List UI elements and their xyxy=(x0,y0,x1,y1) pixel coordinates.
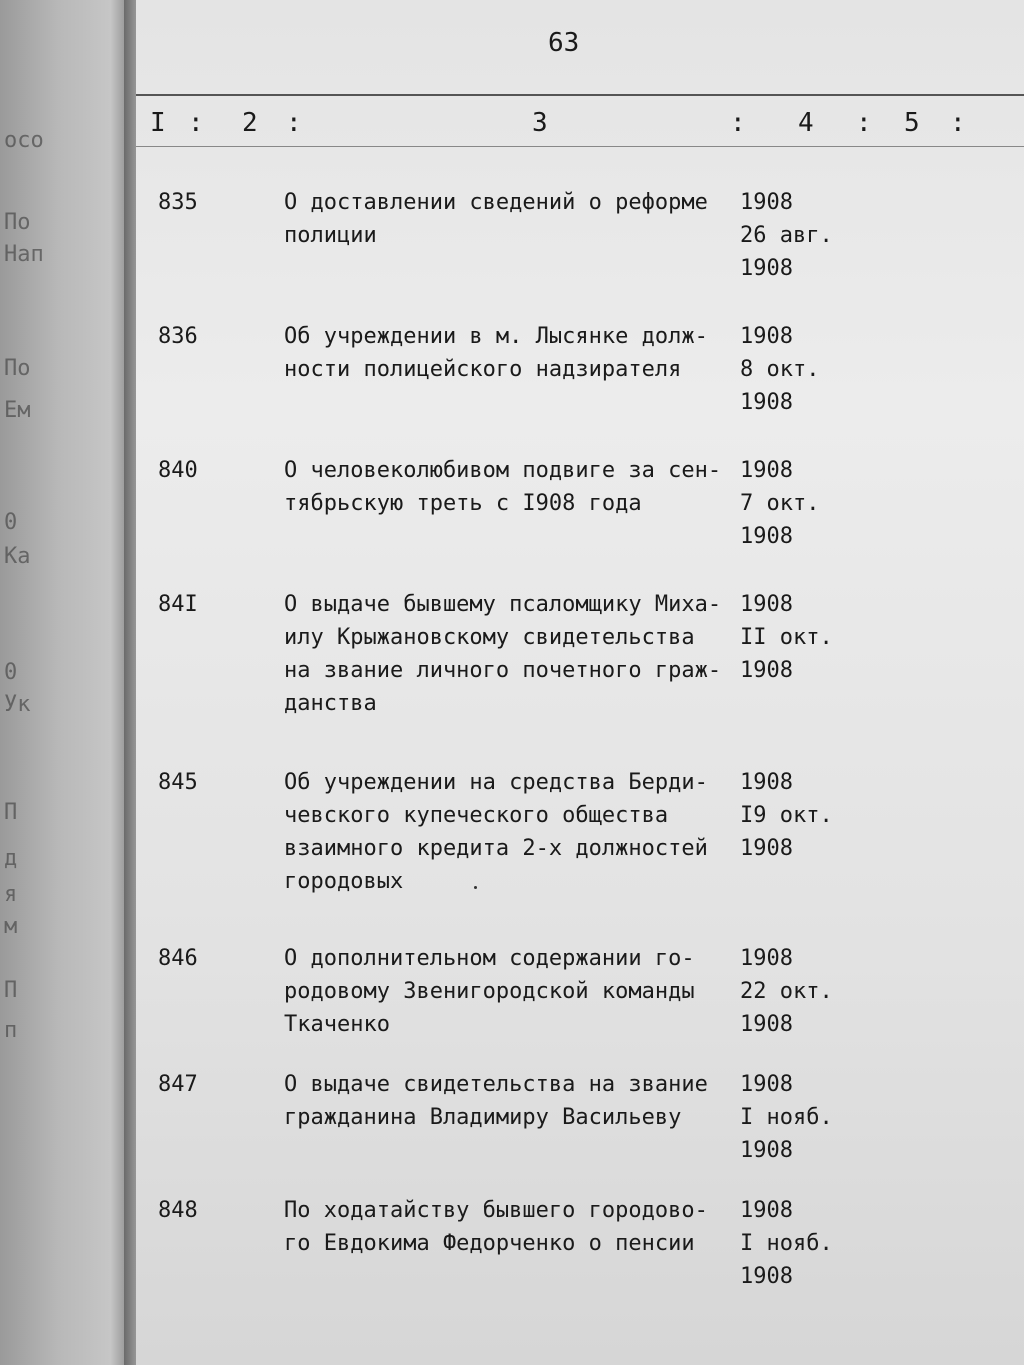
entry-date xyxy=(740,454,819,553)
title-line: родовому Звенигородской команды xyxy=(284,979,695,1004)
entry-number: 836 xyxy=(158,324,198,349)
left-page-edge xyxy=(0,0,130,1365)
title-line: гражданина Владимиру Васильеву xyxy=(284,1105,682,1130)
column-separator: : xyxy=(950,108,966,138)
left-page-fragment: Ук xyxy=(4,692,31,717)
date-line: 1908 xyxy=(740,946,793,971)
entry-date xyxy=(740,588,833,687)
title-line: городовых xyxy=(284,869,404,894)
document-page xyxy=(136,0,1024,1365)
date-line: 1908 xyxy=(740,658,793,683)
column-header-3: 3 xyxy=(532,108,548,138)
date-line: I нояб. xyxy=(740,1231,833,1256)
left-page-fragment: я xyxy=(4,882,18,907)
entry-date xyxy=(740,320,819,419)
date-line: 1908 xyxy=(740,256,793,281)
title-line: илу Крыжановскому свидетельства xyxy=(284,625,695,650)
page-number: 63 xyxy=(548,28,580,58)
left-page-fragment: п xyxy=(4,1018,18,1043)
title-line: Об учреждении на средства Берди- xyxy=(284,770,708,795)
column-header-5: 5 xyxy=(904,108,920,138)
left-page-fragment: По xyxy=(4,210,31,235)
entry-number: 84I xyxy=(158,592,198,617)
entry-title xyxy=(284,454,740,520)
entry-number: 840 xyxy=(158,458,198,483)
title-line: О выдаче бывшему псаломщику Миха- xyxy=(284,592,722,617)
entry-number: 848 xyxy=(158,1198,198,1223)
date-line: 1908 xyxy=(740,524,793,549)
title-line: данства xyxy=(284,691,377,716)
title-line: ности полицейского надзирателя xyxy=(284,357,682,382)
title-line: тябрьскую треть с I908 года xyxy=(284,491,642,516)
date-line: 1908 xyxy=(740,1264,793,1289)
title-line: полиции xyxy=(284,223,377,248)
date-line: 1908 xyxy=(740,390,793,415)
date-line: I нояб. xyxy=(740,1105,833,1130)
left-page-fragment: м xyxy=(4,914,18,939)
title-line: По ходатайству бывшего городово- xyxy=(284,1198,708,1223)
column-header-4: 4 xyxy=(798,108,814,138)
header-rule xyxy=(136,94,1024,96)
left-page-fragment: 0 xyxy=(4,660,18,685)
title-line: взаимного кредита 2-х должностей xyxy=(284,836,708,861)
entry-title xyxy=(284,320,740,386)
entry-date xyxy=(740,1194,833,1293)
ink-speck xyxy=(474,886,477,889)
title-line: О человеколюбивом подвиге за сен- xyxy=(284,458,722,483)
date-line: 1908 xyxy=(740,1072,793,1097)
entry-title xyxy=(284,766,740,898)
column-separator: : xyxy=(286,108,302,138)
title-line: О дополнительном содержании го- xyxy=(284,946,695,971)
date-line: 1908 xyxy=(740,458,793,483)
date-line: 1908 xyxy=(740,190,793,215)
date-line: 8 окт. xyxy=(740,357,820,382)
left-page-fragment: oco xyxy=(4,128,44,153)
entry-title xyxy=(284,1194,740,1260)
entry-date xyxy=(740,1068,833,1167)
date-line: 22 окт. xyxy=(740,979,833,1004)
left-page-fragment: Ка xyxy=(4,544,31,569)
title-line: О доставлении сведений о реформе xyxy=(284,190,708,215)
entry-date xyxy=(740,186,833,285)
date-line: 1908 xyxy=(740,836,793,861)
entry-title xyxy=(284,1068,740,1134)
entry-number: 835 xyxy=(158,190,198,215)
date-line: I9 окт. xyxy=(740,803,833,828)
column-header-1: I xyxy=(150,108,166,138)
left-page-fragment: 0 xyxy=(4,510,18,535)
left-page-fragment: Нап xyxy=(4,242,44,267)
title-line: чевского купеческого общества xyxy=(284,803,669,828)
column-header-2: 2 xyxy=(242,108,258,138)
left-page-fragment: д xyxy=(4,846,18,871)
column-header-underline xyxy=(136,146,1024,147)
date-line: 1908 xyxy=(740,1012,793,1037)
date-line: 1908 xyxy=(740,1138,793,1163)
entry-title xyxy=(284,186,740,252)
left-page-fragment: П xyxy=(4,800,18,825)
title-line: на звание личного почетного граж- xyxy=(284,658,722,683)
title-line: О выдаче свидетельства на звание xyxy=(284,1072,708,1097)
entry-number: 846 xyxy=(158,946,198,971)
left-page-fragment: Ем xyxy=(4,398,31,423)
column-separator: : xyxy=(188,108,204,138)
column-separator: : xyxy=(856,108,872,138)
entry-title xyxy=(284,942,740,1041)
entry-number: 845 xyxy=(158,770,198,795)
date-line: 1908 xyxy=(740,592,793,617)
title-line: Ткаченко xyxy=(284,1012,390,1037)
entry-date xyxy=(740,942,833,1041)
entry-title xyxy=(284,588,740,720)
entry-date xyxy=(740,766,833,865)
title-line: го Евдокима Федорченко о пенсии xyxy=(284,1231,695,1256)
left-page-fragment: По xyxy=(4,356,31,381)
left-page-fragment: П xyxy=(4,978,18,1003)
column-separator: : xyxy=(730,108,746,138)
date-line: II окт. xyxy=(740,625,833,650)
title-line: Об учреждении в м. Лысянке долж- xyxy=(284,324,708,349)
date-line: 26 авг. xyxy=(740,223,833,248)
date-line: 7 окт. xyxy=(740,491,820,516)
entry-number: 847 xyxy=(158,1072,198,1097)
date-line: 1908 xyxy=(740,324,793,349)
date-line: 1908 xyxy=(740,1198,793,1223)
date-line: 1908 xyxy=(740,770,793,795)
